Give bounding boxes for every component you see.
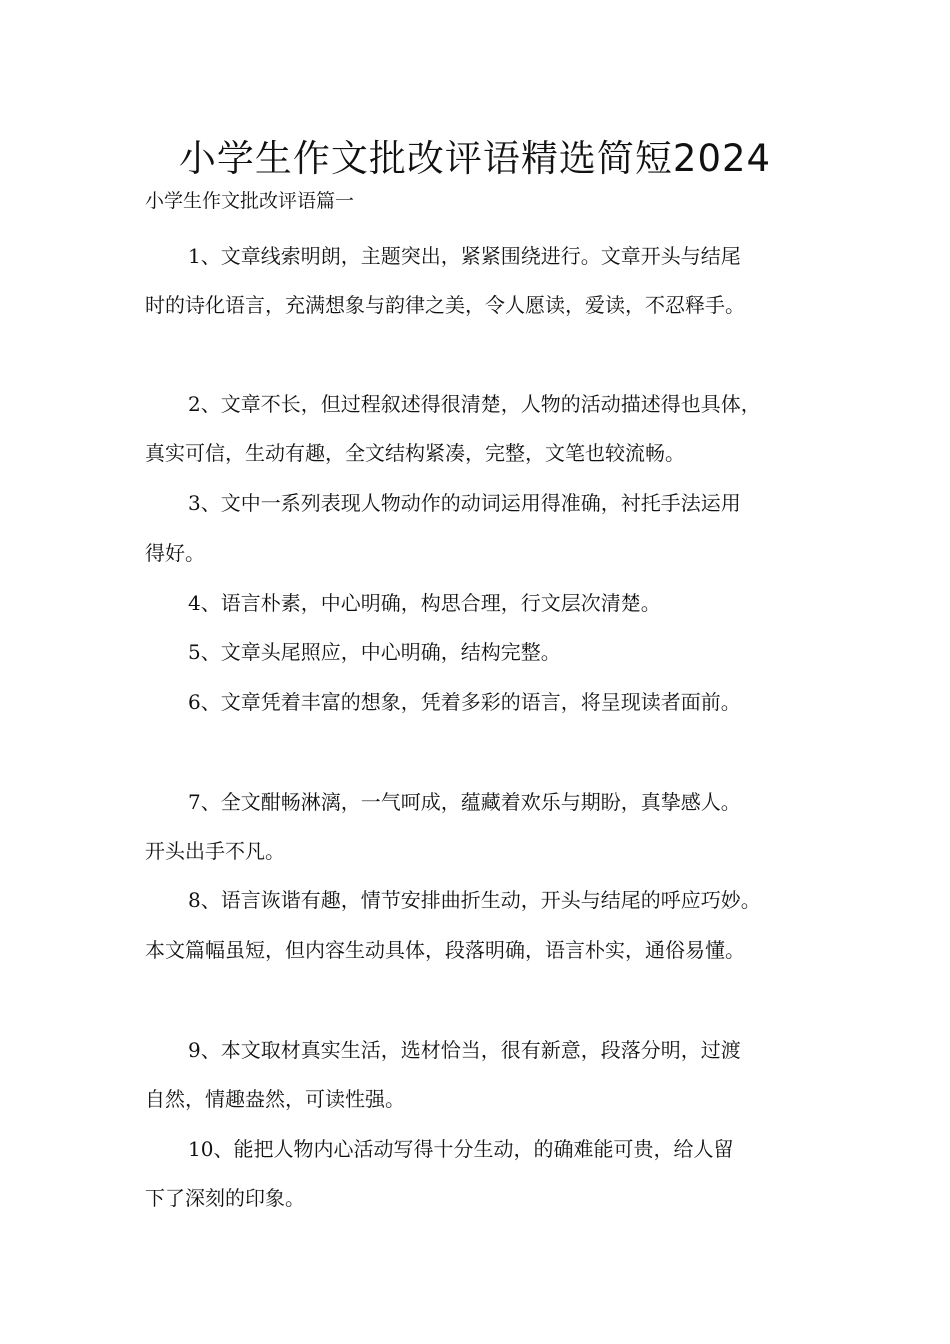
document-title: 小学生作文批改评语精选简短2024 [178,137,772,180]
comment-8-line-1: 8、语言诙谐有趣，情节安排曲折生动，开头与结尾的呼应巧妙。 [188,888,761,912]
comment-9-line-2: 自然，情趣盎然，可读性强。 [145,1087,405,1111]
comment-9-line-1: 9、本文取材真实生活，选材恰当，很有新意，段落分明，过渡 [188,1038,741,1062]
comment-1-line-2: 时的诗化语言，充满想象与韵律之美，令人愿读，爱读，不忍释手。 [145,293,745,317]
comment-2-line-1: 2、文章不长，但过程叙述得很清楚，人物的活动描述得也具体， [188,392,761,416]
comment-7-line-2: 开头出手不凡。 [145,839,285,863]
comment-1-line-1: 1、文章线索明朗，主题突出，紧紧围绕进行。文章开头与结尾 [188,244,741,268]
comment-3-line-1: 3、文中一系列表现人物动作的动词运用得准确，衬托手法运用 [188,491,741,515]
comment-4-line-1: 4、语言朴素，中心明确，构思合理，行文层次清楚。 [188,591,661,615]
comment-7-line-1: 7、全文酣畅淋漓，一气呵成，蕴藏着欢乐与期盼，真挚感人。 [188,790,741,814]
section-heading: 小学生作文批改评语篇一 [145,190,355,212]
comment-6-line-1: 6、文章凭着丰富的想象，凭着多彩的语言，将呈现读者面前。 [188,690,741,714]
comment-5-line-1: 5、文章头尾照应，中心明确，结构完整。 [188,640,561,664]
comment-8-line-2: 本文篇幅虽短，但内容生动具体，段落明确，语言朴实，通俗易懂。 [145,938,745,962]
comment-10-line-1: 10、能把人物内心活动写得十分生动，的确难能可贵，给人留 [188,1137,734,1161]
comment-3-line-2: 得好。 [145,541,205,565]
comment-10-line-2: 下了深刻的印象。 [145,1186,305,1210]
comment-2-line-2: 真实可信，生动有趣，全文结构紧凑，完整，文笔也较流畅。 [145,441,685,465]
